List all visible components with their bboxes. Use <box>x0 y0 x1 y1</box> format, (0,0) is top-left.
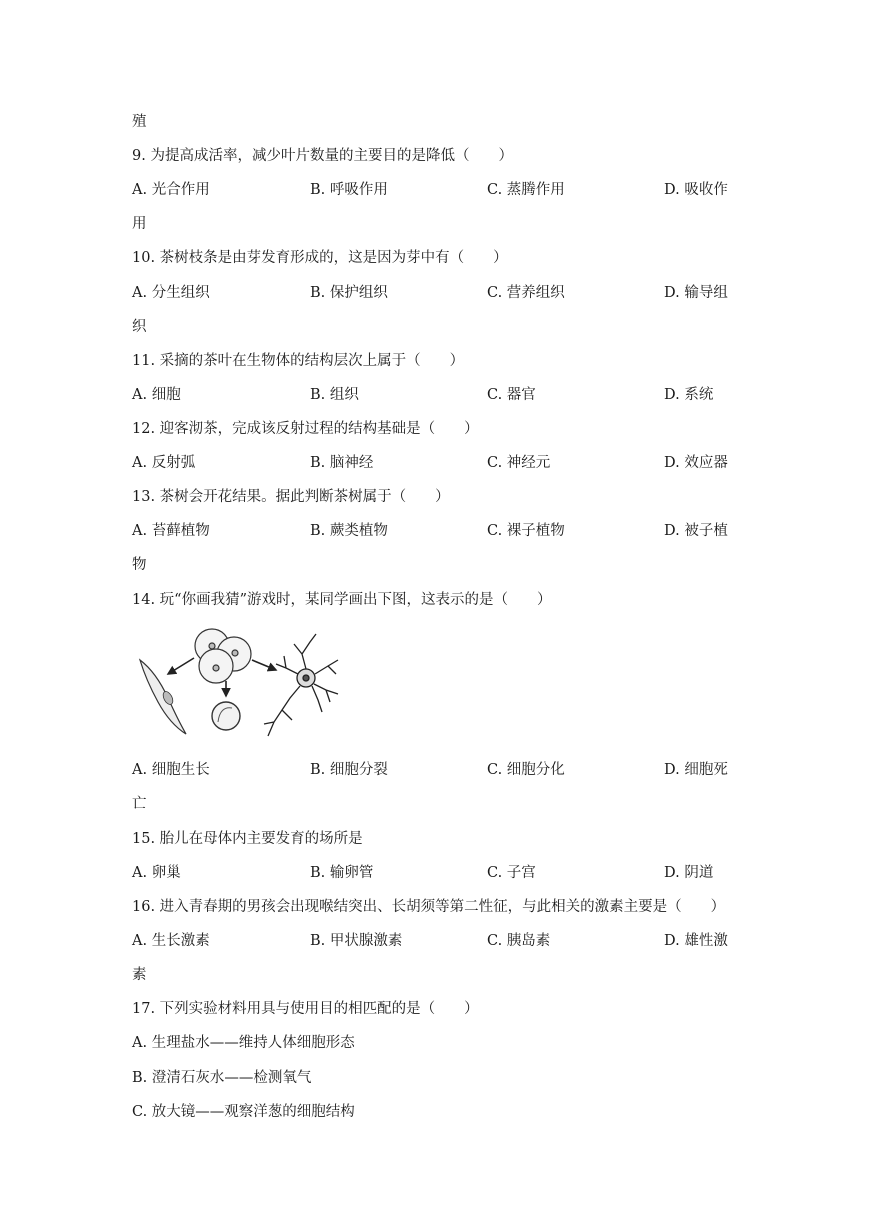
q14-option-c: C. 细胞分化 <box>487 762 565 778</box>
dividing-cells-group <box>195 629 251 683</box>
q14-option-a: A. 细胞生长 <box>132 762 210 778</box>
q11-option-b: B. 组织 <box>310 387 359 403</box>
q11-option-c: C. 器官 <box>487 387 536 403</box>
blood-cell <box>212 702 240 730</box>
q16-option-b: B. 甲状腺激素 <box>310 933 403 949</box>
q13-option-d: D. 被子植 <box>664 523 728 539</box>
q12-option-c: C. 神经元 <box>487 455 551 471</box>
question-10-stem: 10. 茶树枝条是由芽发育形成的，这是因为芽中有（ ） <box>132 250 508 266</box>
q17-option-a: A. 生理盐水——维持人体细胞形态 <box>132 1035 355 1051</box>
nerve-cell <box>264 634 338 736</box>
q10-option-c: C. 营养组织 <box>487 285 565 301</box>
q11-option-a: A. 细胞 <box>132 387 181 403</box>
q16-option-d: D. 雄性激 <box>664 933 728 949</box>
q12-option-a: A. 反射弧 <box>132 455 196 471</box>
q13-option-a: A. 苔藓植物 <box>132 523 210 539</box>
q9-option-a: A. 光合作用 <box>132 182 210 198</box>
q10-option-d: D. 输导组 <box>664 285 728 301</box>
q12-option-b: B. 脑神经 <box>310 455 374 471</box>
q13-option-d-wrap: 物 <box>132 557 147 573</box>
continuation-text: 殖 <box>132 114 147 130</box>
question-15-stem: 15. 胎儿在母体内主要发育的场所是 <box>132 831 363 847</box>
question-14-stem: 14. 玩“你画我猜”游戏时，某同学画出下图，这表示的是（ ） <box>132 592 552 608</box>
cell-differentiation-figure <box>134 624 344 742</box>
q16-option-d-wrap: 素 <box>132 967 147 983</box>
q16-option-a: A. 生长激素 <box>132 933 210 949</box>
q10-option-b: B. 保护组织 <box>310 285 388 301</box>
q15-option-b: B. 输卵管 <box>310 865 374 881</box>
q13-option-b: B. 蕨类植物 <box>310 523 388 539</box>
q15-option-c: C. 子宫 <box>487 865 536 881</box>
q17-option-c: C. 放大镜——观察洋葱的细胞结构 <box>132 1104 355 1120</box>
question-16-stem: 16. 进入青春期的男孩会出现喉结突出、长胡须等第二性征，与此相关的激素主要是（ ） <box>132 899 726 915</box>
q9-option-d-wrap: 用 <box>132 216 147 232</box>
q14-option-d-wrap: 亡 <box>132 796 147 812</box>
q13-option-c: C. 裸子植物 <box>487 523 565 539</box>
q9-option-b: B. 呼吸作用 <box>310 182 388 198</box>
question-9-stem: 9. 为提高成活率，减少叶片数量的主要目的是降低（ ） <box>132 148 513 164</box>
q15-option-a: A. 卵巢 <box>132 865 181 881</box>
q12-option-d: D. 效应器 <box>664 455 728 471</box>
q14-option-d: D. 细胞死 <box>664 762 728 778</box>
question-11-stem: 11. 采摘的茶叶在生物体的结构层次上属于（ ） <box>132 353 465 369</box>
q14-option-b: B. 细胞分裂 <box>310 762 388 778</box>
q9-option-c: C. 蒸腾作用 <box>487 182 565 198</box>
question-13-stem: 13. 茶树会开花结果。据此判断茶树属于（ ） <box>132 489 450 505</box>
q10-option-d-wrap: 织 <box>132 319 147 335</box>
q11-option-d: D. 系统 <box>664 387 714 403</box>
q17-option-b: B. 澄清石灰水——检测氧气 <box>132 1070 312 1086</box>
q16-option-c: C. 胰岛素 <box>487 933 551 949</box>
question-17-stem: 17. 下列实验材料用具与使用目的相匹配的是（ ） <box>132 1001 479 1017</box>
q9-option-d: D. 吸收作 <box>664 182 728 198</box>
q15-option-d: D. 阴道 <box>664 865 714 881</box>
question-12-stem: 12. 迎客沏茶，完成该反射过程的结构基础是（ ） <box>132 421 479 437</box>
q10-option-a: A. 分生组织 <box>132 285 210 301</box>
